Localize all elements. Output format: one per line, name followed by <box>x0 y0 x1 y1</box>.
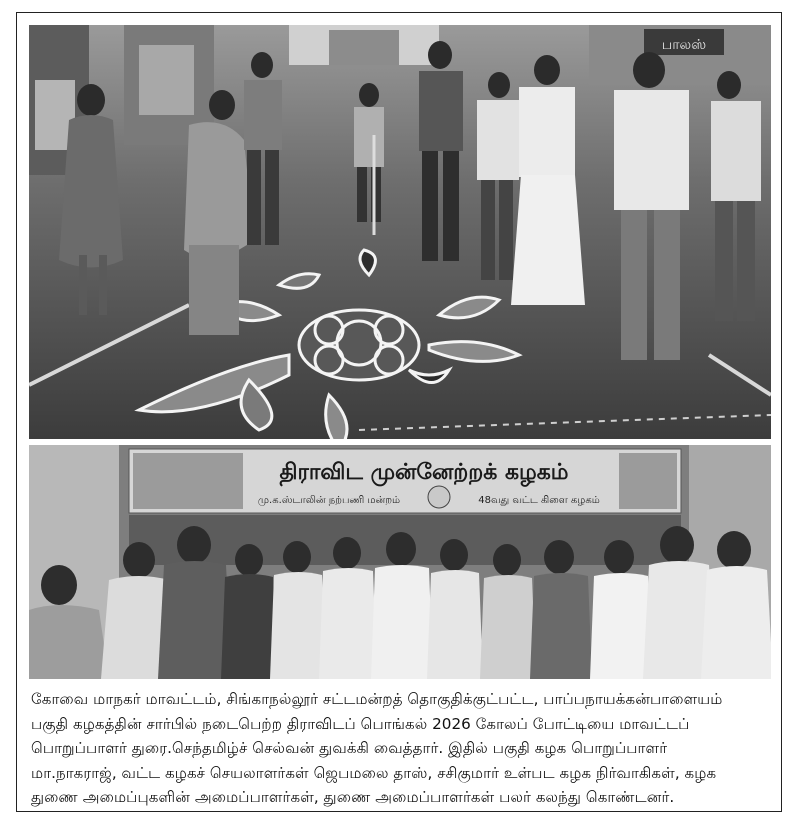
party-banner <box>129 449 681 513</box>
caption-line-3: பொறுப்பாளர் துரை.செந்தமிழ்ச் செல்வன் துவக்கி வைத்தார். இதில் பகுதி கழக பொறுப்பாளர் <box>31 739 668 757</box>
group-photo <box>29 445 771 679</box>
caption-line-1: கோவை மாநகர் மாவட்டம், சிங்காநல்லூர் சட்டமன்றத் தொகுதிக்குட்பட்ட, பாப்பநாயக்கன்பாளையம் <box>31 690 723 708</box>
shop-sign-text: பாலஸ் <box>661 37 707 53</box>
banner-subtitle-left: மு.க.ஸ்டாலின் நற்பணி மன்றம் <box>257 495 401 506</box>
kolam-photo <box>29 25 771 439</box>
banner-subtitle-right: 48வது வட்ட கிளை கழகம் <box>478 495 600 506</box>
banner-title: திராவிட முன்னேற்றக் கழகம் <box>279 460 569 485</box>
group-banner-image <box>29 445 771 679</box>
caption-line-4: மா.நாகராஜ், வட்ட கழகச் செயலாளர்கள் ஜெபமலை தாஸ், சசிகுமார் உள்பட கழக நிர்வாகிகள், கழக <box>31 763 717 782</box>
news-caption <box>31 687 771 810</box>
kolam-street-image <box>29 25 771 439</box>
caption-line-5: துணை அமைப்புகளின் அமைப்பாளர்கள், துணை அமைப்பாளர்கள் பலர் கலந்து கொண்டனர். <box>31 788 675 806</box>
caption-line-2: பகுதி கழகத்தின் சார்பில் நடைபெற்ற திராவிடப் பொங்கல் 2026 கோலப் போட்டியை மாவட்டப் <box>31 714 690 733</box>
news-clipping <box>16 12 782 812</box>
